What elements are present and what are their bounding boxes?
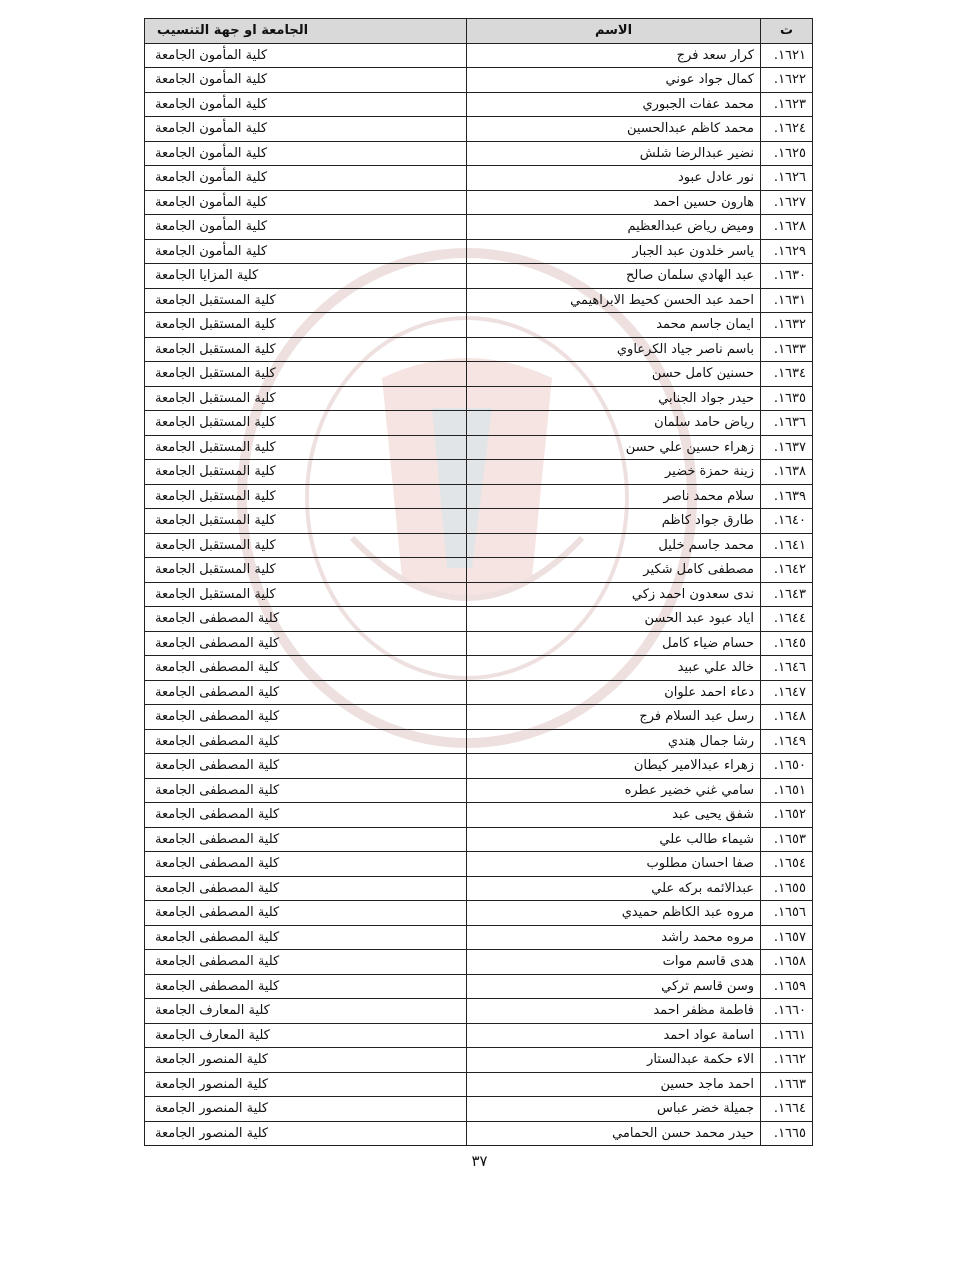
person-name: كرار سعد فرج: [467, 43, 761, 68]
table-row: [145, 313, 813, 338]
affiliation: كلية المستقبل الجامعة: [145, 435, 467, 460]
affiliation: كلية المستقبل الجامعة: [145, 337, 467, 362]
affiliation: كلية المستقبل الجامعة: [145, 386, 467, 411]
table-row: [145, 190, 813, 215]
table-row: [145, 68, 813, 93]
affiliation: كلية المنصور الجامعة: [145, 1072, 467, 1097]
table-row: [145, 631, 813, 656]
affiliation: كلية المستقبل الجامعة: [145, 362, 467, 387]
table-row: [145, 337, 813, 362]
affiliation: كلية المصطفى الجامعة: [145, 852, 467, 877]
row-number: ١٦٥٩.: [761, 974, 813, 999]
table-row: [145, 1072, 813, 1097]
row-number: ١٦٢٥.: [761, 141, 813, 166]
row-number: ١٦٣٢.: [761, 313, 813, 338]
person-name: ايمان جاسم محمد: [467, 313, 761, 338]
row-number: ١٦٦٢.: [761, 1048, 813, 1073]
row-number: ١٦٤٧.: [761, 680, 813, 705]
row-number: ١٦٤٠.: [761, 509, 813, 534]
table-row: [145, 166, 813, 191]
table-row: [145, 533, 813, 558]
row-number: ١٦٥٢.: [761, 803, 813, 828]
row-number: ١٦٤٨.: [761, 705, 813, 730]
row-number: ١٦٤٩.: [761, 729, 813, 754]
person-name: طارق جواد كاظم: [467, 509, 761, 534]
affiliation: كلية المصطفى الجامعة: [145, 876, 467, 901]
affiliation: كلية المستقبل الجامعة: [145, 582, 467, 607]
person-name: شيماء طالب علي: [467, 827, 761, 852]
table-row: [145, 288, 813, 313]
table-row: [145, 656, 813, 681]
affiliation: كلية المصطفى الجامعة: [145, 680, 467, 705]
person-name: زهراء حسين علي حسن: [467, 435, 761, 460]
person-name: نور عادل عبود: [467, 166, 761, 191]
person-name: حيدر محمد حسن الحمامي: [467, 1121, 761, 1146]
table-row: [145, 680, 813, 705]
table-row: [145, 435, 813, 460]
affiliation: كلية المأمون الجامعة: [145, 92, 467, 117]
row-number: ١٦٢٤.: [761, 117, 813, 142]
person-name: اسامة عواد احمد: [467, 1023, 761, 1048]
person-name: مصطفى كامل شكير: [467, 558, 761, 583]
table-row: [145, 754, 813, 779]
table-row: [145, 362, 813, 387]
table-row: [145, 827, 813, 852]
row-number: ١٦٦٠.: [761, 999, 813, 1024]
person-name: حيدر جواد الجنابي: [467, 386, 761, 411]
person-name: فاطمة مظفر احمد: [467, 999, 761, 1024]
row-number: ١٦٢٧.: [761, 190, 813, 215]
affiliation: كلية المستقبل الجامعة: [145, 533, 467, 558]
row-number: ١٦٤٣.: [761, 582, 813, 607]
row-number: ١٦٣٩.: [761, 484, 813, 509]
affiliation: كلية المصطفى الجامعة: [145, 754, 467, 779]
affiliation: كلية المصطفى الجامعة: [145, 827, 467, 852]
row-number: ١٦٥٨.: [761, 950, 813, 975]
affiliation: كلية المصطفى الجامعة: [145, 803, 467, 828]
table-header-row: [145, 19, 813, 44]
table-row: [145, 1097, 813, 1122]
table-row: [145, 974, 813, 999]
affiliation: كلية المستقبل الجامعة: [145, 460, 467, 485]
person-name: حسنين كامل حسن: [467, 362, 761, 387]
person-name: شفق يحيى عبد: [467, 803, 761, 828]
affiliation: كلية المصطفى الجامعة: [145, 778, 467, 803]
table-row: [145, 92, 813, 117]
person-name: سلام محمد ناصر: [467, 484, 761, 509]
affiliation: كلية المأمون الجامعة: [145, 141, 467, 166]
affiliation: كلية المأمون الجامعة: [145, 215, 467, 240]
person-name: رشا جمال هندي: [467, 729, 761, 754]
table-row: [145, 411, 813, 436]
row-number: ١٦٣٠.: [761, 264, 813, 289]
person-name: مروه عبد الكاظم حميدي: [467, 901, 761, 926]
row-number: ١٦٣٤.: [761, 362, 813, 387]
table-row: [145, 1048, 813, 1073]
table-row: [145, 117, 813, 142]
row-number: ١٦٤٤.: [761, 607, 813, 632]
table-row: [145, 43, 813, 68]
table-row: [145, 386, 813, 411]
affiliation: كلية المصطفى الجامعة: [145, 705, 467, 730]
affiliation: كلية المنصور الجامعة: [145, 1097, 467, 1122]
row-number: ١٦٣٣.: [761, 337, 813, 362]
affiliation: كلية المزايا الجامعة: [145, 264, 467, 289]
affiliation: كلية المصطفى الجامعة: [145, 925, 467, 950]
page-number: ٣٧: [471, 1152, 488, 1170]
person-name: عبدالائمه بركه علي: [467, 876, 761, 901]
affiliation: كلية المصطفى الجامعة: [145, 656, 467, 681]
table-row: [145, 264, 813, 289]
affiliation: كلية المستقبل الجامعة: [145, 288, 467, 313]
affiliation: كلية المستقبل الجامعة: [145, 411, 467, 436]
person-name: عبد الهادي سلمان صالح: [467, 264, 761, 289]
affiliation: كلية المستقبل الجامعة: [145, 509, 467, 534]
table-row: [145, 1023, 813, 1048]
person-name: مروه محمد راشد: [467, 925, 761, 950]
table-row: [145, 215, 813, 240]
affiliation: كلية المستقبل الجامعة: [145, 558, 467, 583]
affiliation: كلية المستقبل الجامعة: [145, 313, 467, 338]
affiliation: كلية المعارف الجامعة: [145, 1023, 467, 1048]
person-name: كمال جواد عوني: [467, 68, 761, 93]
affiliation: كلية المأمون الجامعة: [145, 239, 467, 264]
row-number: ١٦٤٥.: [761, 631, 813, 656]
table-row: [145, 778, 813, 803]
person-name: وسن قاسم تركي: [467, 974, 761, 999]
affiliation: كلية المصطفى الجامعة: [145, 901, 467, 926]
table-row: [145, 876, 813, 901]
row-number: ١٦٣٨.: [761, 460, 813, 485]
row-number: ١٦٤١.: [761, 533, 813, 558]
table-row: [145, 1121, 813, 1146]
row-number: ١٦٢٨.: [761, 215, 813, 240]
person-name: خالد علي عبيد: [467, 656, 761, 681]
table-row: [145, 729, 813, 754]
person-name: سامي غني خضير عطره: [467, 778, 761, 803]
row-number: ١٦٣١.: [761, 288, 813, 313]
person-name: وميض رياض عبدالعظيم: [467, 215, 761, 240]
table-row: [145, 803, 813, 828]
row-number: ١٦٣٦.: [761, 411, 813, 436]
row-number: ١٦٥٠.: [761, 754, 813, 779]
affiliation: كلية المأمون الجامعة: [145, 43, 467, 68]
person-name: رياض حامد سلمان: [467, 411, 761, 436]
affiliation: كلية المصطفى الجامعة: [145, 950, 467, 975]
affiliation: كلية المنصور الجامعة: [145, 1048, 467, 1073]
affiliation: كلية المنصور الجامعة: [145, 1121, 467, 1146]
row-number: ١٦٦١.: [761, 1023, 813, 1048]
table-row: [145, 607, 813, 632]
row-number: ١٦٥٦.: [761, 901, 813, 926]
table-row: [145, 901, 813, 926]
row-number: ١٦٥٥.: [761, 876, 813, 901]
row-number: ١٦٤٢.: [761, 558, 813, 583]
person-name: حسام ضياء كامل: [467, 631, 761, 656]
row-number: ١٦٣٥.: [761, 386, 813, 411]
row-number: ١٦٢٩.: [761, 239, 813, 264]
row-number: ١٦٦٣.: [761, 1072, 813, 1097]
person-name: اياد عبود عبد الحسن: [467, 607, 761, 632]
table-row: [145, 852, 813, 877]
row-number: ١٦٥١.: [761, 778, 813, 803]
table-row: [145, 558, 813, 583]
affiliation: كلية المعارف الجامعة: [145, 999, 467, 1024]
affiliation: كلية المأمون الجامعة: [145, 166, 467, 191]
roster-table: [144, 18, 813, 1146]
header-affiliation: الجامعة او جهة التنسيب: [145, 19, 467, 44]
row-number: ١٦٦٤.: [761, 1097, 813, 1122]
person-name: محمد جاسم خليل: [467, 533, 761, 558]
table-row: [145, 460, 813, 485]
person-name: نضير عبدالرضا شلش: [467, 141, 761, 166]
row-number: ١٦٤٦.: [761, 656, 813, 681]
table-row: [145, 705, 813, 730]
affiliation: كلية المأمون الجامعة: [145, 68, 467, 93]
person-name: رسل عبد السلام فرج: [467, 705, 761, 730]
table-row: [145, 509, 813, 534]
person-name: باسم ناصر جياد الكرعاوي: [467, 337, 761, 362]
row-number: ١٦٥٤.: [761, 852, 813, 877]
table-row: [145, 925, 813, 950]
row-number: ١٦٣٧.: [761, 435, 813, 460]
affiliation: كلية المصطفى الجامعة: [145, 729, 467, 754]
person-name: محمد كاظم عبدالحسين: [467, 117, 761, 142]
row-number: ١٦٢٢.: [761, 68, 813, 93]
person-name: احمد ماجد حسين: [467, 1072, 761, 1097]
table-row: [145, 239, 813, 264]
table-row: [145, 141, 813, 166]
person-name: زهراء عبدالامير كيطان: [467, 754, 761, 779]
person-name: جميلة خضر عباس: [467, 1097, 761, 1122]
person-name: محمد عفات الجبوري: [467, 92, 761, 117]
row-number: ١٦٥٣.: [761, 827, 813, 852]
row-number: ١٦٦٥.: [761, 1121, 813, 1146]
row-number: ١٦٢٦.: [761, 166, 813, 191]
affiliation: كلية المصطفى الجامعة: [145, 631, 467, 656]
affiliation: كلية المستقبل الجامعة: [145, 484, 467, 509]
row-number: ١٦٢٣.: [761, 92, 813, 117]
person-name: دعاء احمد علوان: [467, 680, 761, 705]
row-number: ١٦٢١.: [761, 43, 813, 68]
header-number: ت: [761, 19, 813, 44]
row-number: ١٦٥٧.: [761, 925, 813, 950]
person-name: ندى سعدون احمد زكي: [467, 582, 761, 607]
affiliation: كلية المصطفى الجامعة: [145, 607, 467, 632]
table-row: [145, 950, 813, 975]
person-name: زينة حمزة خضير: [467, 460, 761, 485]
affiliation: كلية المصطفى الجامعة: [145, 974, 467, 999]
table-row: [145, 999, 813, 1024]
person-name: صفا احسان مطلوب: [467, 852, 761, 877]
person-name: هارون حسين احمد: [467, 190, 761, 215]
affiliation: كلية المأمون الجامعة: [145, 117, 467, 142]
affiliation: كلية المأمون الجامعة: [145, 190, 467, 215]
person-name: الاء حكمة عبدالستار: [467, 1048, 761, 1073]
table-row: [145, 582, 813, 607]
person-name: ياسر خلدون عبد الجبار: [467, 239, 761, 264]
table-row: [145, 484, 813, 509]
person-name: احمد عبد الحسن كحيط الابراهيمي: [467, 288, 761, 313]
header-name: الاسم: [467, 19, 761, 44]
person-name: هدى قاسم موات: [467, 950, 761, 975]
